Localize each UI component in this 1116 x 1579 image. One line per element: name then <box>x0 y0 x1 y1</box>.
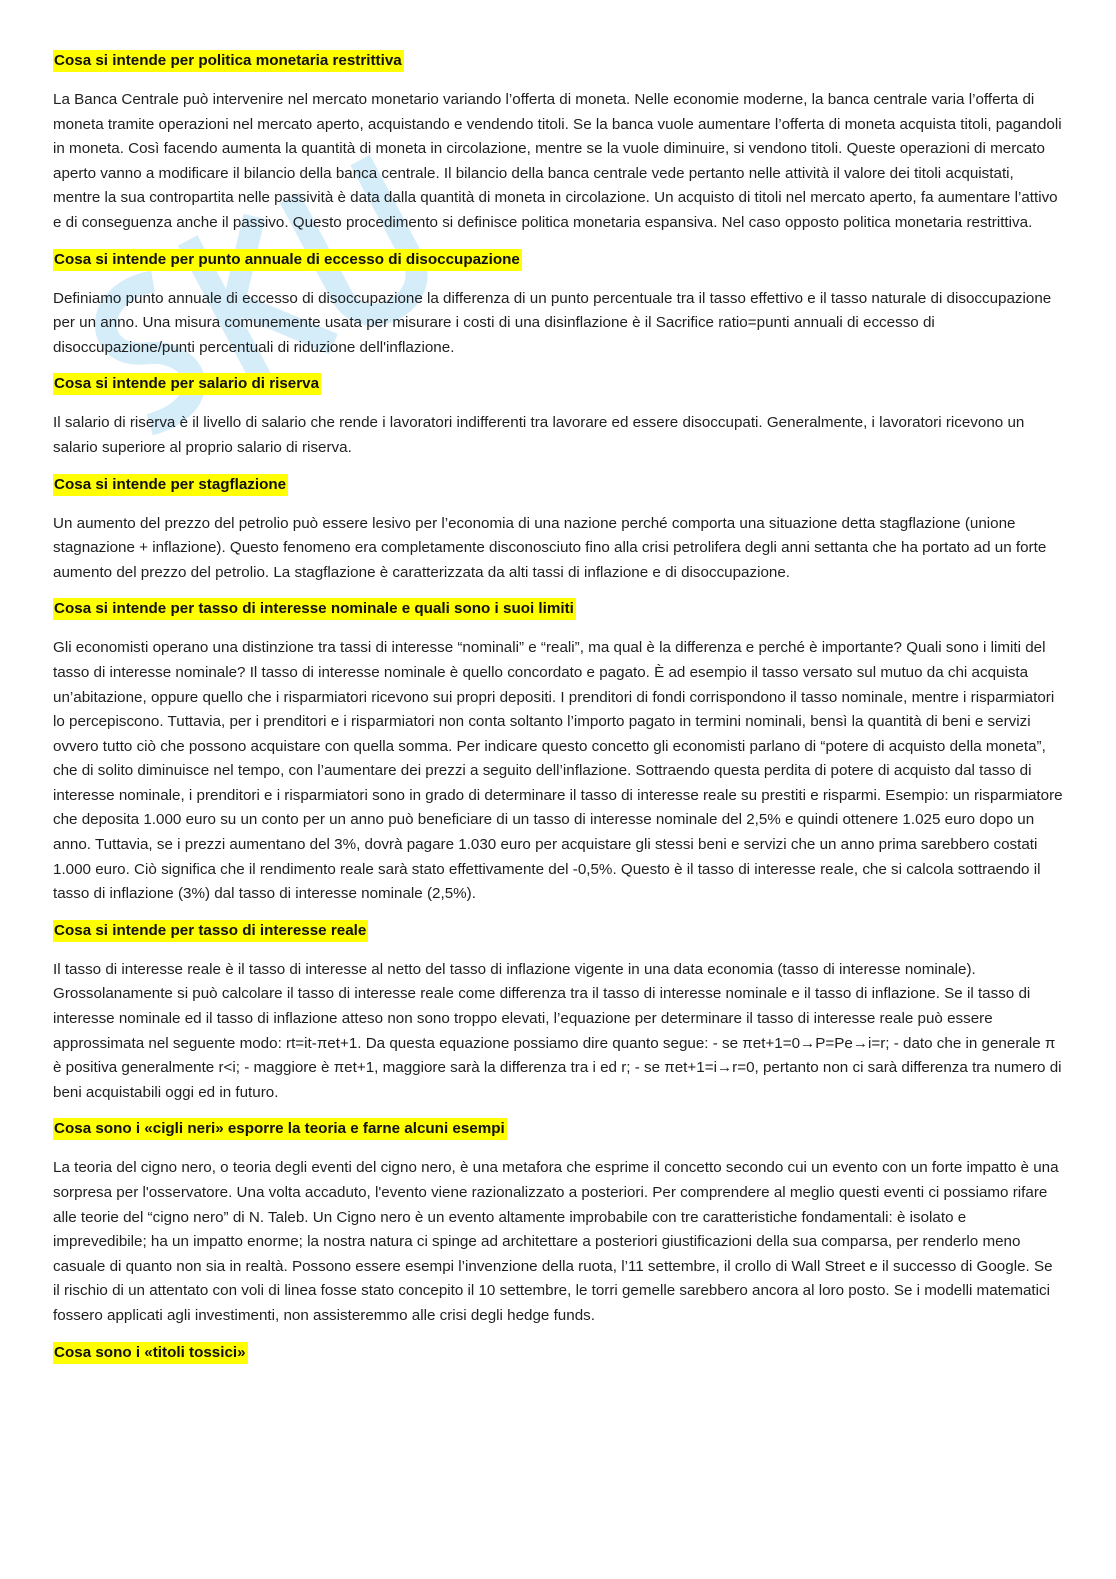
section-tasso-reale <box>53 920 1063 1106</box>
section-tasso-nominale <box>53 598 1063 907</box>
section-paragraph: Il tasso di interesse reale è il tasso di interesse al netto del tasso di inflazione vigente in una data economia (tasso di interesse nominale). Grossolanamente si può calcolare il tasso di interesse reale come differenza tra il tasso di interesse nominale e il tasso di inflazione. Se il tasso di interesse nominale ed il tasso di inflazione atteso non sono troppo elevati, l’equazione per determinare il tasso di interesse reale può essere approssimata nel seguente modo: rt=it-πet+1. Da questa equazione possiamo dire quanto segue: - se πet+1=0→P=Pe→i=r; - dato che in generale π è positiva generalmente r<i; - maggiore è πet+1, maggiore sarà la differenza tra i ed r; - se πet+1=i→r=0, pertanto non ci sarà differenza tra numero di beni acquistabili oggi ed in futuro. <box>53 960 1062 1101</box>
section-heading: Cosa si intende per tasso di interesse reale <box>53 920 368 942</box>
section-heading: Cosa si intende per punto annuale di eccesso di disoccupazione <box>53 249 522 271</box>
section-politica-monetaria <box>53 50 1063 236</box>
section-paragraph: La Banca Centrale può intervenire nel mercato monetario variando l’offerta di moneta. Nelle economie moderne, la banca centrale varia l’offerta di moneta tramite operazioni nel mercato aperto, acquistando e vendendo titoli. Se la banca vuole aumentare l’offerta di moneta acquista titoli, pagandoli in moneta. Così facendo aumenta la quantità di moneta in circolazione, mentre se la vuole diminuire, si vendono titoli. Queste operazioni di mercato aperto vanno a modificare il bilancio della banca centrale. Il bilancio della banca centrale vede pertanto nelle attività il valore dei titoli acquistati, mentre la sua contropartita nelle passività è data dalla quantità di moneta in circolazione. Un acquisto di titoli nel mercato aperto, fa aumentare l’attivo e di conseguenza anche il passivo. Questo procedimento si definisce politica monetaria espansiva. Nel caso opposto politica monetaria restrittiva. <box>53 91 1062 231</box>
section-paragraph: Gli economisti operano una distinzione tra tassi di interesse “nominali” e “reali”, ma qual è la differenza e perché è importante? Quali sono i limiti del tasso di interesse nominale? Il tasso di interesse nominale è quello concordato e pagato. È ad esempio il tasso versato sul mutuo da chi acquista un’abitazione, oppure quello che i risparmiatori ricevono sui propri depositi. I prenditori di fondi corrispondono il tasso nominale, mentre i risparmiatori lo percepiscono. Tuttavia, per i prenditori e i risparmiatori non conta soltanto l’importo pagato in termini nominali, bensì la quantità di beni e servizi ovvero tutto ciò che possono acquistare con quella somma. Per indicare questo concetto gli economisti parlano di “potere di acquisto della moneta”, che di solito diminuisce nel tempo, con l’aumentare dei prezzi a seguito dell’inflazione. Sottraendo questa perdita di potere di acquisto dal tasso di interesse nominale, i prenditori e i risparmiatori sono in grado di determinare il tasso di interesse reale su prestiti e risparmi. Esempio: un risparmiatore che deposita 1.000 euro su un conto per un anno può beneficiare di un tasso di interesse nominale del 2,5% e quindi ottenere 1.025 euro dopo un anno. Tuttavia, se i prezzi aumentano del 3%, dovrà pagare 1.030 euro per acquistare gli stessi beni e servizi che un anno prima sarebbero costati 1.000 euro. Ciò significa che il rendimento reale sarà stato effettivamente del -0,5%. Questo è il tasso di interesse reale, che si calcola sottraendo il tasso di inflazione (3%) dal tasso di interesse nominale (2,5%). <box>53 639 1063 903</box>
section-paragraph: Il salario di riserva è il livello di salario che rende i lavoratori indifferenti tra lavorare ed essere disoccupati. Generalmente, i lavoratori ricevono un salario superiore al proprio salario di riserva. <box>53 414 1025 456</box>
section-heading: Cosa sono i «cigli neri» esporre la teoria e farne alcuni esempi <box>53 1118 507 1140</box>
section-heading: Cosa si intende per stagflazione <box>53 474 288 496</box>
section-heading: Cosa si intende per salario di riserva <box>53 373 321 395</box>
document-page <box>53 50 1063 1380</box>
section-cigni-neri <box>53 1118 1063 1328</box>
section-titoli-tossici <box>53 1342 1063 1368</box>
section-paragraph: Un aumento del prezzo del petrolio può essere lesivo per l’economia di una nazione perché comporta una situazione detta stagflazione (unione stagnazione + inflazione). Questo fenomeno era completamente disconosciuto fino alla crisi petrolifera degli anni settanta che ha portato ad un forte aumento del prezzo del petrolio. La stagflazione è caratterizzata da alti tassi di inflazione e di disoccupazione. <box>53 514 1047 581</box>
section-salario-riserva <box>53 373 1063 460</box>
section-heading: Cosa si intende per tasso di interesse nominale e quali sono i suoi limiti <box>53 598 576 620</box>
section-heading: Cosa sono i «titoli tossici» <box>53 1342 248 1364</box>
section-paragraph: La teoria del cigno nero, o teoria degli eventi del cigno nero, è una metafora che esprime il concetto secondo cui un evento con un forte impatto è una sorpresa per l'osservatore. Una volta accaduto, l'evento viene razionalizzato a posteriori. Per comprendere al meglio questi eventi ci possiamo rifare alle teorie del “cigno nero” di N. Taleb. Un Cigno nero è un evento altamente improbabile con tre caratteristiche fondamentali: è isolato e imprevedibile; ha un impatto enorme; la nostra natura ci spinge ad architettare a posteriori giustificazioni della sua comparsa, per renderlo meno casuale di quanto non sia in realtà. Possono essere esempi l’invenzione della ruota, l’11 settembre, il crollo di Wall Street e il successo di Google. Se il rischio di un attentato con voli di linea fosse stato concepito il 10 settembre, le torri gemelle sarebbero ancora al loro posto. Se i modelli matematici fossero applicati agli investimenti, non assisteremmo alle crisi degli hedge funds. <box>53 1159 1059 1324</box>
section-heading: Cosa si intende per politica monetaria restrittiva <box>53 50 404 72</box>
section-stagflazione <box>53 474 1063 586</box>
section-punto-annuale <box>53 249 1063 361</box>
section-paragraph: Definiamo punto annuale di eccesso di disoccupazione la differenza di un punto percentuale tra il tasso effettivo e il tasso naturale di disoccupazione per un anno. Una misura comunemente usata per misurare i costi di una disinflazione è il Sacrifice ratio=punti annuali di eccesso di disoccupazione/punti percentuali di riduzione dell'inflazione. <box>53 289 1052 356</box>
